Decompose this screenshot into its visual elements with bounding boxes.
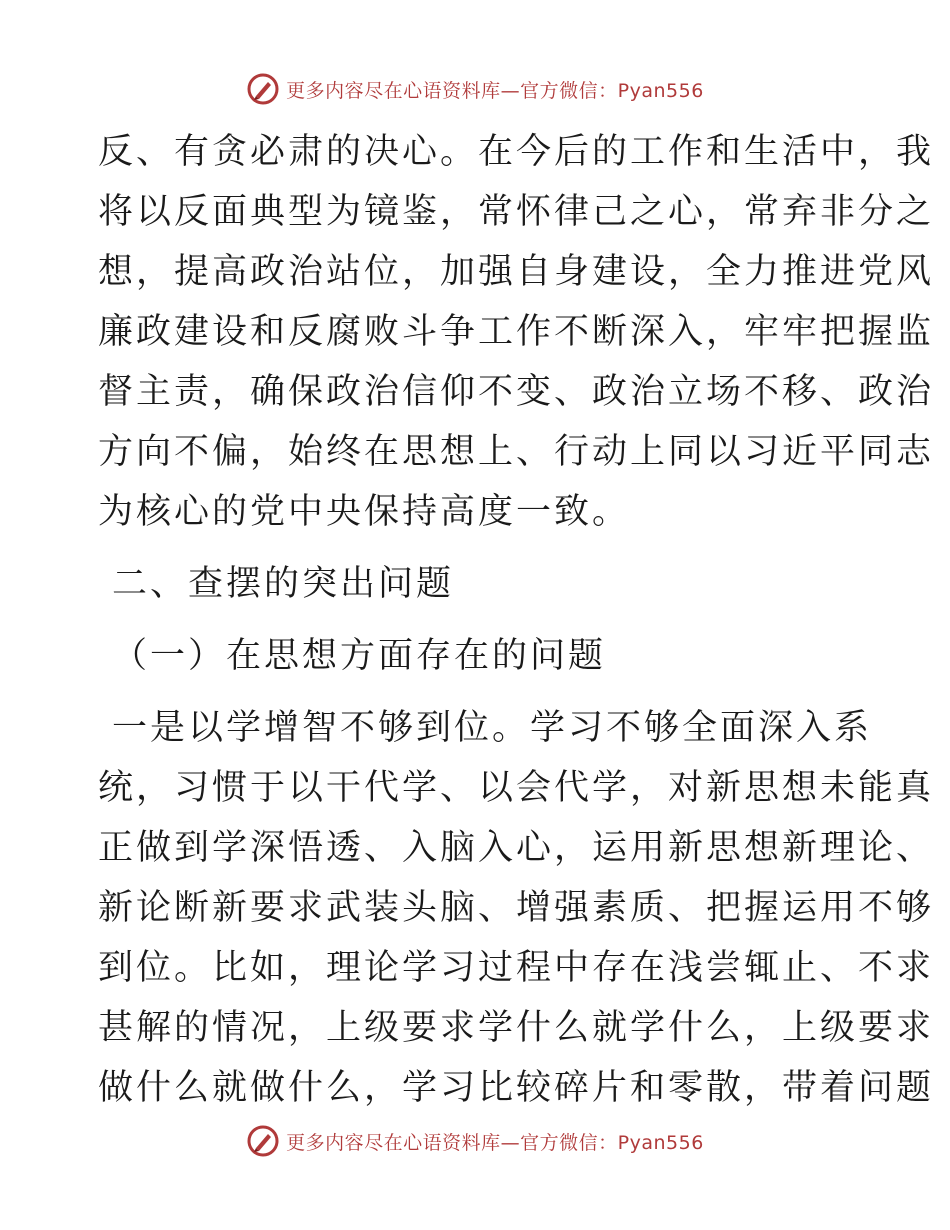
text-line: 做什么就做什么，学习比较碎片和零散，带着问题: [98, 1068, 935, 1108]
text-line: 一是以学增智不够到位。学习不够全面深入系: [112, 708, 873, 748]
paragraph-conclusion: [98, 122, 935, 542]
section-heading: 二、查摆的突出问题: [112, 564, 455, 604]
subsection-heading: （一）在思想方面存在的问题: [112, 636, 607, 676]
text-line: 新论断新要求武装头脑、增强素质、把握运用不够: [98, 888, 935, 928]
pen-logo-icon: [246, 1124, 280, 1158]
text-line: 廉政建设和反腐败斗争工作不断深入，牢牢把握监: [98, 312, 935, 352]
text-line: 将以反面典型为镜鉴，常怀律己之心，常弃非分之: [98, 192, 935, 232]
text-line: 统，习惯于以干代学、以会代学，对新思想未能真: [98, 768, 935, 808]
watermark-text: 更多内容尽在心语资料库—官方微信：Pyan556: [286, 79, 704, 102]
text-line: 想，提高政治站位，加强自身建设，全力推进党风: [98, 252, 935, 292]
text-line: 为核心的党中央保持高度一致。: [98, 492, 631, 532]
text-line: 到位。比如，理论学习过程中存在浅尝辄止、不求: [98, 948, 935, 988]
text-line: 甚解的情况，上级要求学什么就学什么，上级要求: [98, 1008, 935, 1048]
pen-logo-icon: [246, 72, 280, 106]
text-line: 督主责，确保政治信仰不变、政治立场不移、政治: [98, 372, 935, 412]
watermark-text: 更多内容尽在心语资料库—官方微信：Pyan556: [286, 1131, 704, 1154]
paragraph-problem-one: [98, 698, 935, 1118]
document-body: [98, 122, 935, 1118]
text-line: 方向不偏，始终在思想上、行动上同以习近平同志: [98, 432, 935, 472]
footer-watermark: [0, 1124, 950, 1158]
text-line: 正做到学深悟透、入脑入心，运用新思想新理论、: [98, 828, 935, 868]
header-watermark: [0, 72, 950, 106]
text-line: 反、有贪必肃的决心。在今后的工作和生活中，我: [98, 132, 935, 172]
